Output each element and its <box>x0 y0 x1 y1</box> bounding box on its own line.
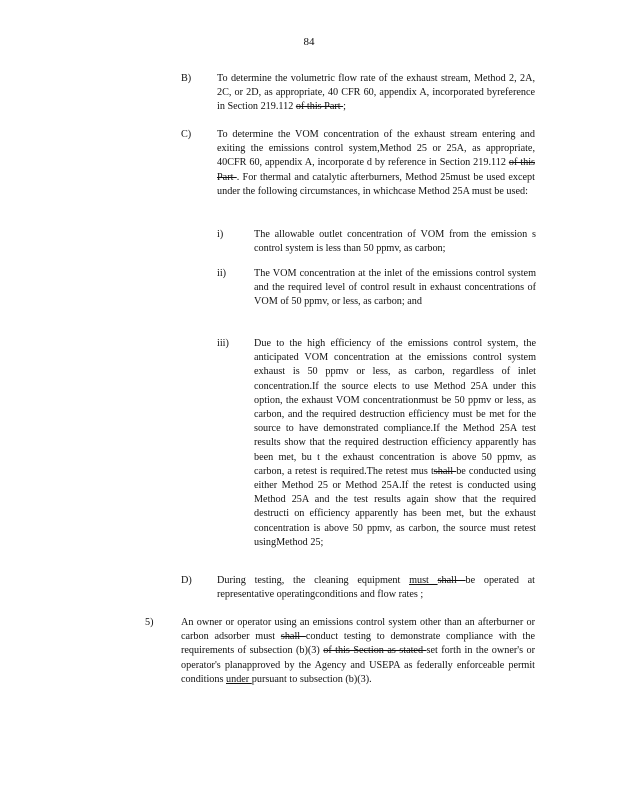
page-number: 84 <box>303 36 315 48</box>
item-c-part1: To determine the VOM concentration of the exhaust stream entering and exiting the emissions control system,Method 25 or 25A, as appropriate, 40CFR 60, appendix A, incorporate d by reference in Section 219.112 <box>217 129 535 169</box>
sub-iii-deletion: shall <box>433 465 457 477</box>
sub-i-text: The allowable outlet concentration of VOM from the emission s control system is less than 50 ppmv, as carbon; <box>254 229 536 255</box>
item-b-part1: To determine the volumetric flow rate of the exhaust stream, Method 2, 2A, 2C, or 2D, as appropriate, 40 CFR 60, appendix A, incorporated byreference in Section 219.112 <box>217 73 535 113</box>
sub-label-iii: iii) <box>217 338 229 349</box>
item-label-5: 5) <box>145 617 154 628</box>
item-5-part1: An owner or operator using an emissions control system other than an afterburner or carbon adsorber must <box>181 617 535 643</box>
item-b-text <box>217 72 535 115</box>
item-d-part2: be operated at representative operatingconditions and flow rates ; <box>217 575 535 601</box>
item-label-b: B) <box>181 73 192 84</box>
item-5-insertion: under <box>226 673 252 685</box>
item-b-deletion: of this Part <box>295 101 344 113</box>
sub-iii-part2: be conducted using either Method 25 or Method 25A.If the retest is conducted using Method 25A and the test results again show that the required destructi on efficiency apparently has been met, but the exhaust concentration is above 50 ppmv, as carbon, the source must retest usingMethod 25; <box>254 465 537 548</box>
item-5-part4: pursuant to subsection (b)(3). <box>251 673 372 685</box>
sub-label-ii: ii) <box>217 268 227 279</box>
sub-iii-text <box>254 337 536 550</box>
item-label-c: C) <box>181 129 192 140</box>
sub-label-i: i) <box>217 229 224 240</box>
item-5-part3: set forth in the owner's or operator's planapproved by the Agency and USEPA as federally enforceable permit conditions <box>181 645 535 685</box>
item-5-text <box>181 616 535 687</box>
item-5-deletion-2: of this Section as stated <box>323 645 427 657</box>
item-d-insertion: must <box>409 575 438 586</box>
item-c-deletion: of this Part <box>217 157 535 183</box>
item-c-text <box>217 128 535 199</box>
item-d-part1: During testing, the cleaning equipment <box>217 575 410 586</box>
item-5-part2: conduct testing to demonstrate compliance with the requirements of subsection (b)(3) <box>181 631 535 657</box>
sub-iii-part1: Due to the high efficiency of the emissions control system, the anticipated VOM concentration at the emissions control system exhaust is 50 ppmv or less, as carbon, regardless of inlet concentration.If the source elects to use Method 25A under this option, the exhaust VOM concentrationmust be 50 ppmv or less, as carbon, and the required destruction efficiency must be met for the source to have demonstrated compliance.If the Method 25A test results show that the required destruction efficiency apparently has been met, bu t the exhaust concentration is above 50 ppmv, as carbon, a retest is required.The retest mus t <box>254 338 536 477</box>
item-d-deletion: shall <box>437 575 466 586</box>
sub-ii-text: The VOM concentration at the inlet of the emissions control system and the required level of control result in exhaust concentrations of VOM of 50 ppmv, or less, as carbon; and <box>254 268 536 308</box>
item-c-part2: . For thermal and catalytic afterburners, Method 25must be used except under the following circumstances, in whichcase Method 25A must be used: <box>217 171 535 197</box>
item-label-d: D) <box>181 575 192 586</box>
item-d-text <box>217 574 535 602</box>
item-5-deletion-1: shall <box>280 631 306 643</box>
item-b-part2: ; <box>343 101 346 113</box>
